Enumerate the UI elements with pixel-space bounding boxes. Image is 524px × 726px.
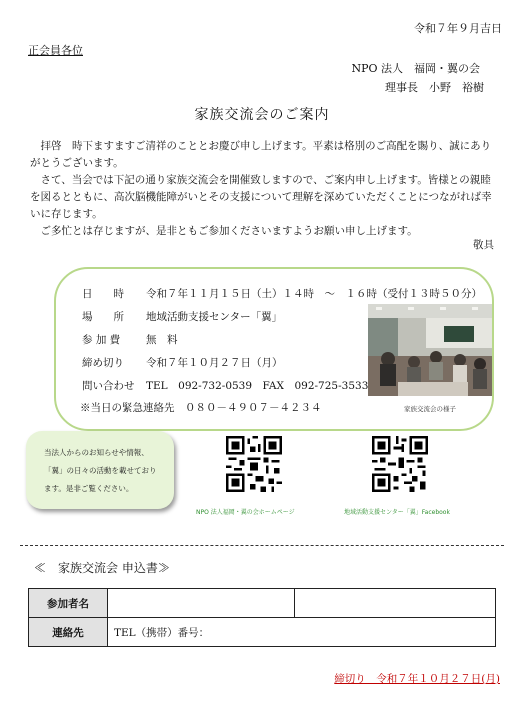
contact-value: TEL 092-732-0539 FAX 092-725-3533: [146, 380, 369, 392]
contact-label: 問い合わせ: [82, 380, 135, 392]
event-photo: [368, 304, 492, 396]
facebook-qr-code[interactable]: [372, 436, 428, 492]
letter-body: [30, 138, 500, 240]
date-label: 日 時: [82, 288, 124, 300]
info-row-fee: [82, 332, 178, 347]
announcement-paragraph: さて、当会では下記の通り家族交流会を開催致しますので、ご案内申し上げます。皆様との親睦を図るとともに、高次脳機能障がいとその支援について理解を深めていただくことにつながれば幸いに存じます。: [30, 174, 492, 220]
notice-line-1: 当法人からのお知らせや情報、: [44, 448, 149, 457]
participant-name-field-2[interactable]: [295, 589, 496, 618]
facebook-qr-label: 地域活動支援センター「翼」Facebook: [344, 509, 450, 516]
request-paragraph: ご多忙とは存じますが、是非ともご参加くださいますようお願い申し上げます。: [40, 225, 418, 237]
phone-number-field[interactable]: TEL（携帯）番号：: [108, 618, 496, 647]
application-form-title: ≪ 家族交流会 申込書≫: [34, 561, 170, 575]
participant-row: [29, 589, 496, 618]
contact-info-label: 連絡先: [29, 618, 108, 647]
homepage-qr-label: NPO 法人福岡・翼の会ホームページ: [196, 509, 295, 516]
contact-row: [29, 618, 496, 647]
place-value: 地域活動支援センター「翼」: [146, 311, 283, 323]
notice-line-2: 「翼」の日々の活動を載せており: [44, 466, 157, 475]
info-row-date: [82, 286, 482, 301]
application-form-table: [28, 588, 496, 647]
participant-name-field[interactable]: [108, 589, 295, 618]
application-deadline: 締切り 令和７年１０月２７日(月): [334, 673, 500, 685]
issue-date: 令和７年９月吉日: [414, 22, 502, 35]
page-title: 家族交流会のご案内: [194, 107, 330, 123]
organization-name: NPO 法人 福岡・翼の会: [351, 62, 480, 75]
fee-label: 参 加 費: [82, 334, 121, 346]
info-row-deadline: [82, 355, 283, 370]
notice-line-3: ます。是非ご覧ください。: [44, 484, 134, 493]
greeting-paragraph: 拝啓 時下ますますご清祥のこととお慶び申し上げます。平素は格別のご高配を賜り、誠にありがとうございます。: [30, 140, 492, 169]
homepage-qr-code[interactable]: [226, 436, 282, 492]
deadline-value: 令和７年１０月２７日（月）: [146, 357, 283, 369]
chairperson: 理事長 小野 裕樹: [385, 81, 484, 94]
participant-name-label: 参加者名: [29, 589, 108, 618]
info-row-place: [82, 309, 282, 324]
recipients: 正会員各位: [28, 44, 83, 57]
sns-notice-box: [26, 431, 174, 509]
deadline-label: 締め切り: [82, 357, 124, 369]
photo-caption: 家族交流会の様子: [404, 405, 456, 413]
emergency-contact: ※当日の緊急連絡先 ０８０－４９０７－４２３４: [80, 402, 322, 414]
date-value: 令和７年１１月１５日（土）１４時 ～ １６時（受付１３時５０分）: [146, 288, 482, 300]
cut-line-divider: [20, 545, 504, 546]
place-label: 場 所: [82, 311, 124, 323]
closing-word: 敬具: [473, 239, 494, 251]
info-row-contact: [82, 378, 368, 393]
fee-value: 無 料: [146, 334, 178, 346]
